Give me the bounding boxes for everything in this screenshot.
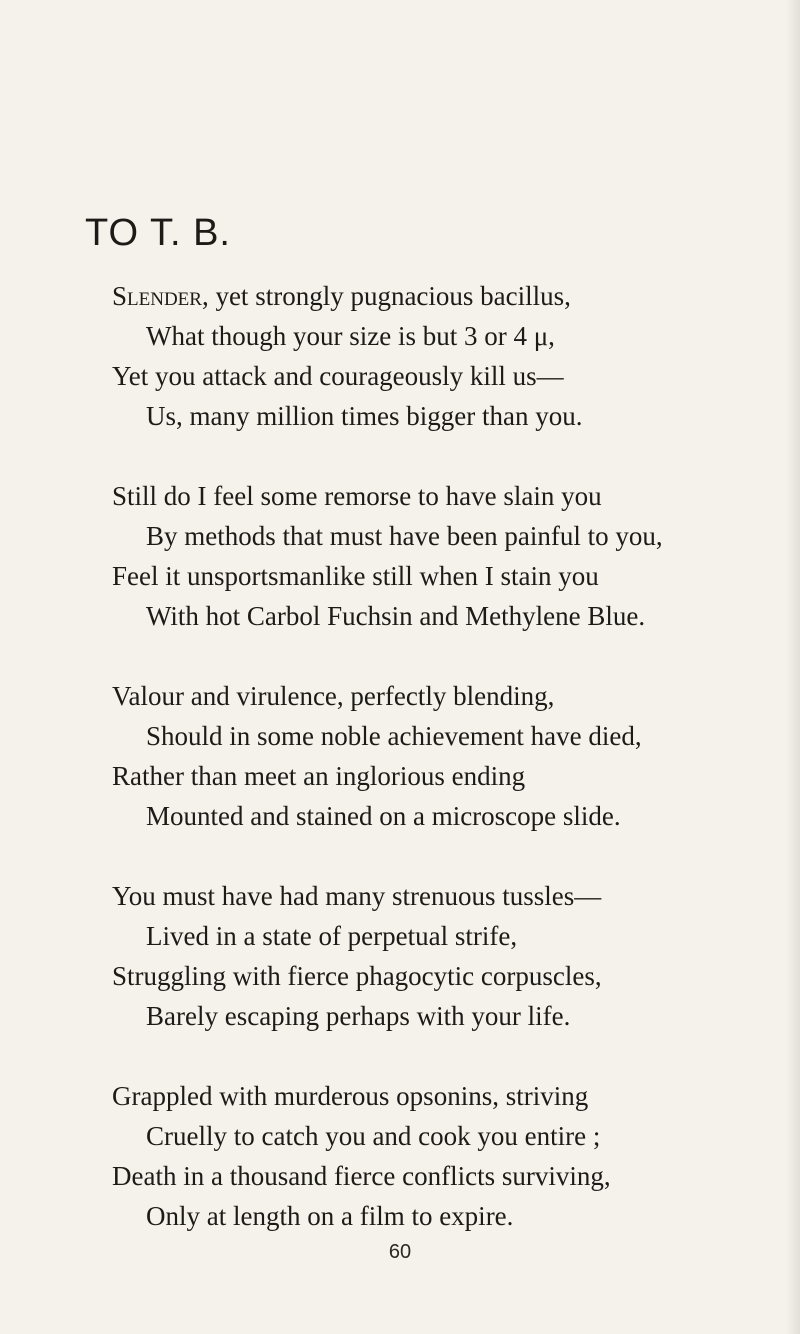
poem-line: You must have had many strenuous tussles— — [112, 881, 602, 911]
poem-line — [112, 276, 792, 316]
poem-line: What though your size is but 3 or 4 μ, — [146, 321, 555, 351]
stanza-4 — [112, 876, 792, 1036]
poem-line: By methods that must have been painful to you, — [146, 521, 663, 551]
poem-line: Death in a thousand fierce conflicts surviving, — [112, 1161, 611, 1191]
poem-line: Should in some noble achievement have died, — [146, 721, 642, 751]
stanza-2 — [112, 476, 792, 636]
poem-line: Us, many million times bigger than you. — [146, 401, 583, 431]
poem-line: Struggling with fierce phagocytic corpuscles, — [112, 961, 602, 991]
stanza-3 — [112, 676, 792, 836]
poem-line: Cruelly to catch you and cook you entire ; — [146, 1121, 601, 1151]
poem-body — [112, 276, 792, 1276]
poem-line: Lived in a state of perpetual strife, — [146, 921, 518, 951]
poem-title: TO T. B. — [85, 212, 231, 254]
line-text: , yet strongly pugnacious bacillus, — [201, 281, 571, 311]
poem-line: Mounted and stained on a microscope slide. — [146, 801, 621, 831]
poem-line: Yet you attack and courageously kill us— — [112, 361, 564, 391]
poem-line: Barely escaping perhaps with your life. — [146, 1001, 571, 1031]
poem-line: Only at length on a film to expire. — [146, 1201, 514, 1231]
poem-line: Feel it unsportsmanlike still when I stain you — [112, 561, 599, 591]
stanza-5 — [112, 1076, 792, 1236]
page-number: 60 — [388, 1241, 412, 1263]
poem-line: Valour and virulence, perfectly blending, — [112, 681, 555, 711]
poem-line: Rather than meet an inglorious ending — [112, 761, 526, 791]
stanza-1 — [112, 276, 792, 436]
poem-line: Grappled with murderous opsonins, striving — [112, 1081, 589, 1111]
poem-line: Still do I feel some remorse to have slain you — [112, 481, 602, 511]
opening-word: Slender — [112, 281, 202, 311]
poem-line: With hot Carbol Fuchsin and Methylene Blue. — [146, 601, 646, 631]
